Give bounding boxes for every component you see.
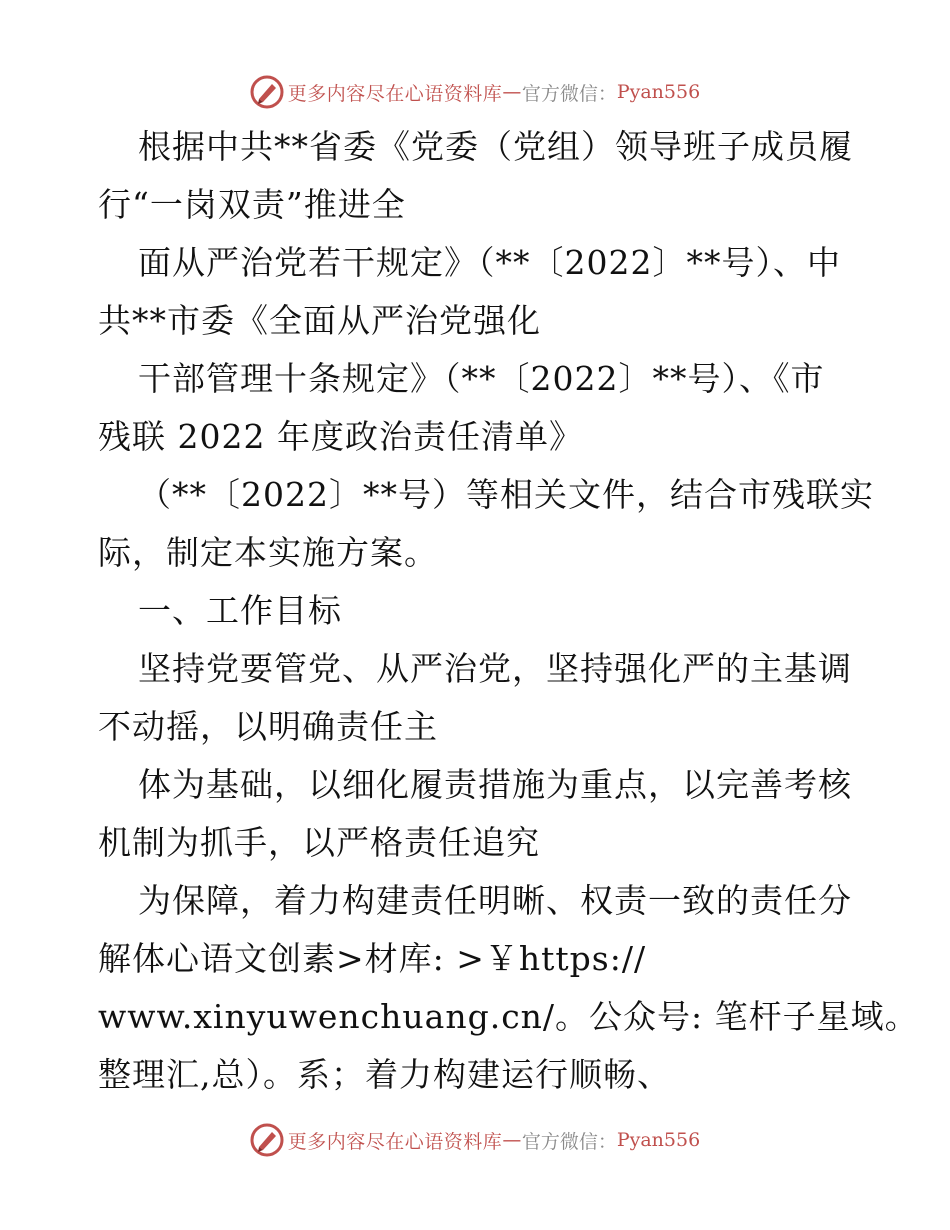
body-line: 行“一岗双责”推进全 [98, 185, 406, 224]
body-line: 为保障，着力构建责任明晰、权责一致的责任分 [138, 881, 852, 920]
watermark-wechat-id: Pyan556 [616, 1129, 701, 1151]
watermark-label: 官方微信： [521, 82, 617, 105]
watermark-label: 官方微信： [521, 1130, 617, 1153]
body-line: 不动摇，以明确责任主 [98, 707, 438, 746]
body-line: （**〔2022〕**号）等相关文件，结合市残联实 [138, 475, 874, 514]
body-line: 干部管理十条规定》（**〔2022〕**号）、《市 [138, 359, 825, 398]
header-watermark [0, 72, 950, 112]
body-line: 面从严治党若干规定》（**〔2022〕**号）、中 [138, 243, 841, 282]
watermark-separator: — [502, 1129, 522, 1151]
body-line: 际，制定本实施方案。 [98, 533, 438, 572]
body-line: 根据中共**省委《党委（党组）领导班子成员履 [138, 127, 853, 166]
section-heading: 一、工作目标 [138, 591, 342, 630]
body-line: 坚持党要管党、从严治党，坚持强化严的主基调 [138, 649, 852, 688]
body-line: 机制为抓手，以严格责任追究 [98, 823, 540, 862]
watermark-wechat-id: Pyan556 [616, 81, 701, 103]
body-line: 共**市委《全面从严治党强化 [98, 301, 541, 340]
body-line: 解体心语文创素>材库: >￥https:// [98, 939, 647, 978]
pen-logo-icon [250, 1123, 284, 1157]
document-body [98, 122, 919, 1108]
watermark-separator: — [502, 81, 522, 103]
body-line: 体为基础，以细化履责措施为重点，以完善考核 [138, 765, 852, 804]
body-line: 残联 2022 年度政治责任清单》 [98, 417, 583, 456]
pen-logo-icon [250, 75, 284, 109]
watermark-text: 更多内容尽在心语资料库 [287, 1130, 503, 1153]
body-line: www.xinyuwenchuang.cn/。公众号: 笔杆子星域。 [98, 997, 919, 1036]
watermark-text: 更多内容尽在心语资料库 [287, 82, 503, 105]
footer-watermark [0, 1120, 950, 1160]
body-line: 整理汇,总）。系；着力构建运行顺畅、 [98, 1055, 671, 1094]
